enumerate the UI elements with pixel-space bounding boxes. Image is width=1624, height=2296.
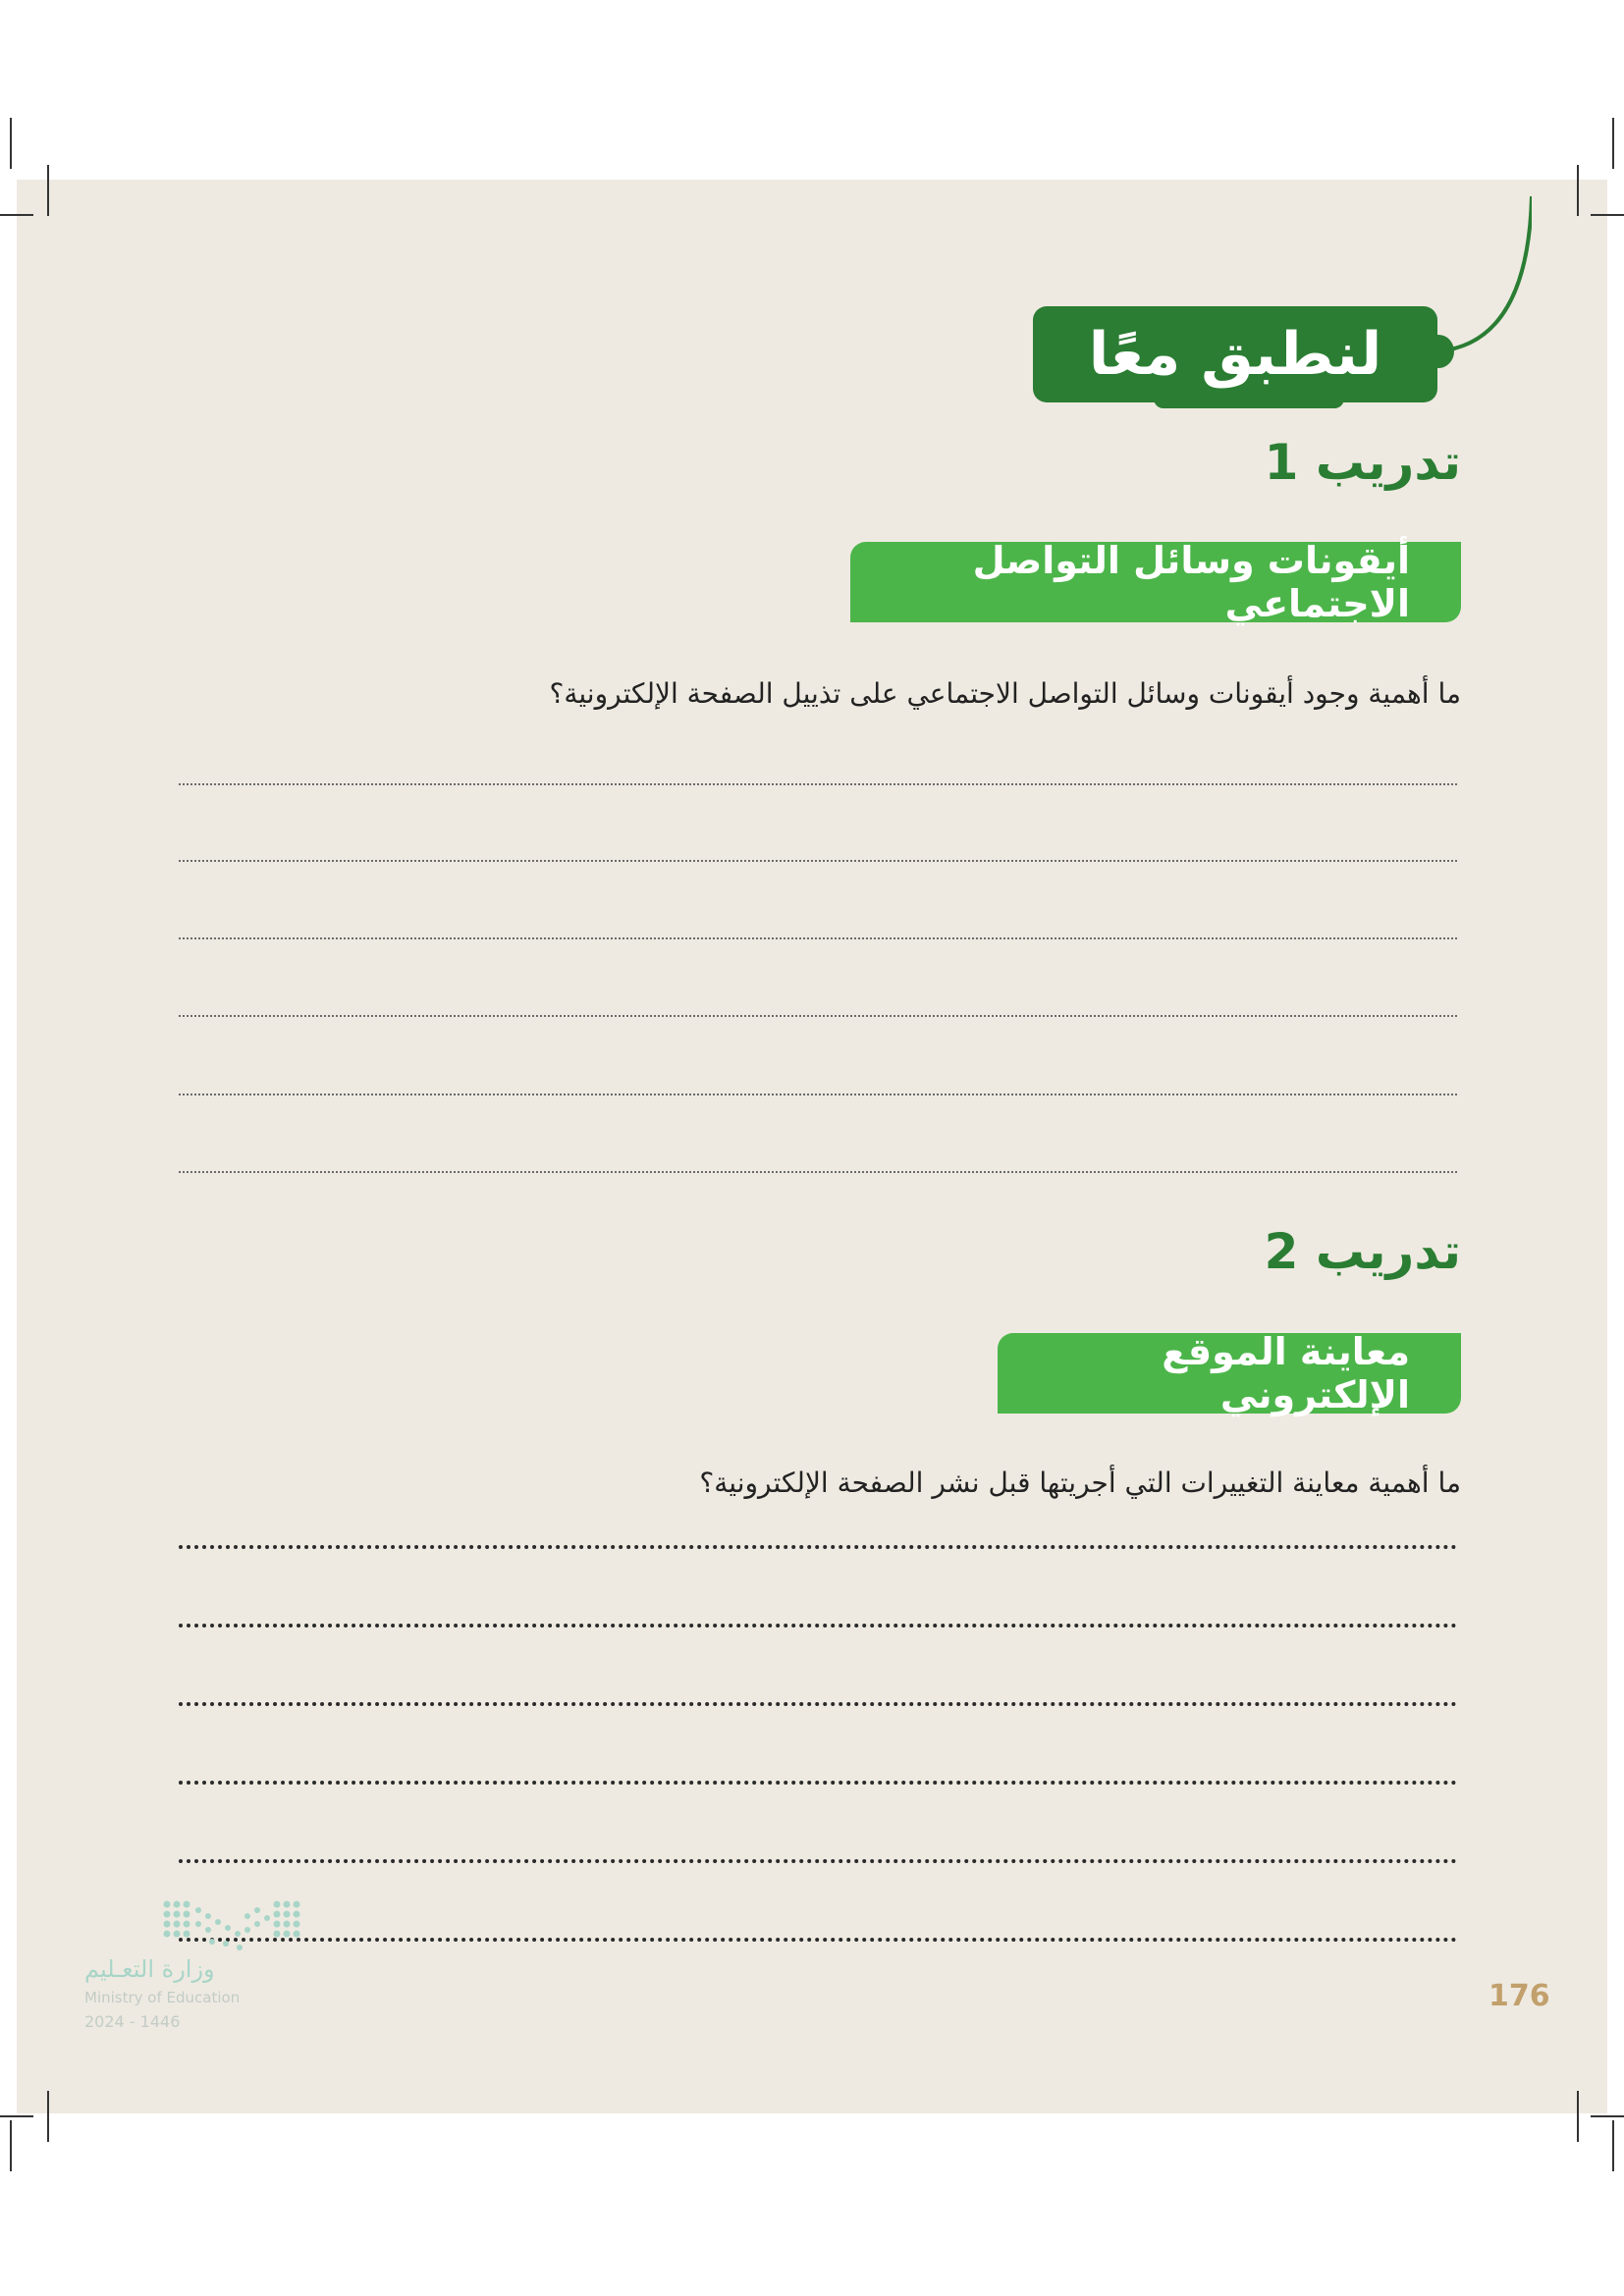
crop-mark	[0, 214, 33, 216]
crop-mark	[1591, 214, 1624, 216]
crop-mark	[1612, 118, 1614, 169]
banner-title: لنطبق معًا	[1033, 306, 1437, 402]
crop-mark	[0, 2115, 33, 2117]
crop-mark	[1591, 2115, 1624, 2117]
answer-line[interactable]	[179, 1171, 1457, 1173]
exercise-2-question: ما أهمية معاينة التغييرات التي أجريتها قبل نشر الصفحة الإلكترونية؟	[699, 1467, 1461, 1499]
page-number: 176	[1489, 1979, 1550, 2013]
exercise-1-heading: تدريب 1	[1264, 434, 1461, 491]
answer-line[interactable]	[179, 783, 1457, 785]
crop-mark	[1612, 2120, 1614, 2171]
answer-line[interactable]	[179, 937, 1457, 939]
ministry-name-arabic: وزارة التعـليم	[84, 1955, 215, 1983]
answer-line[interactable]	[179, 1859, 1457, 1863]
answer-line[interactable]	[179, 1545, 1457, 1549]
exercise-2-heading: تدريب 2	[1264, 1223, 1461, 1280]
answer-line[interactable]	[179, 860, 1457, 862]
crop-mark	[1577, 165, 1579, 216]
ministry-name-english: Ministry of Education	[84, 1989, 241, 2006]
answer-line[interactable]	[179, 1624, 1457, 1628]
crop-mark	[47, 165, 49, 216]
answer-line[interactable]	[179, 1015, 1457, 1017]
crop-mark	[1577, 2091, 1579, 2142]
answer-line[interactable]	[179, 1781, 1457, 1785]
exercise-1-question: ما أهمية وجود أيقونات وسائل التواصل الاجتماعي على تذييل الصفحة الإلكترونية؟	[549, 677, 1461, 710]
crop-mark	[10, 2120, 12, 2171]
answer-line[interactable]	[179, 1702, 1457, 1706]
crop-mark	[10, 118, 12, 169]
exercise-2-topic-label: معاينة الموقع الإلكتروني	[998, 1333, 1461, 1414]
ministry-logo-icon	[79, 1891, 324, 1955]
ministry-year: 2024 - 1446	[84, 2012, 181, 2031]
answer-line[interactable]	[179, 1094, 1457, 1095]
exercise-1-topic-label: أيقونات وسائل التواصل الاجتماعي	[850, 542, 1461, 622]
answer-line[interactable]	[179, 1938, 1457, 1942]
crop-mark	[47, 2091, 49, 2142]
